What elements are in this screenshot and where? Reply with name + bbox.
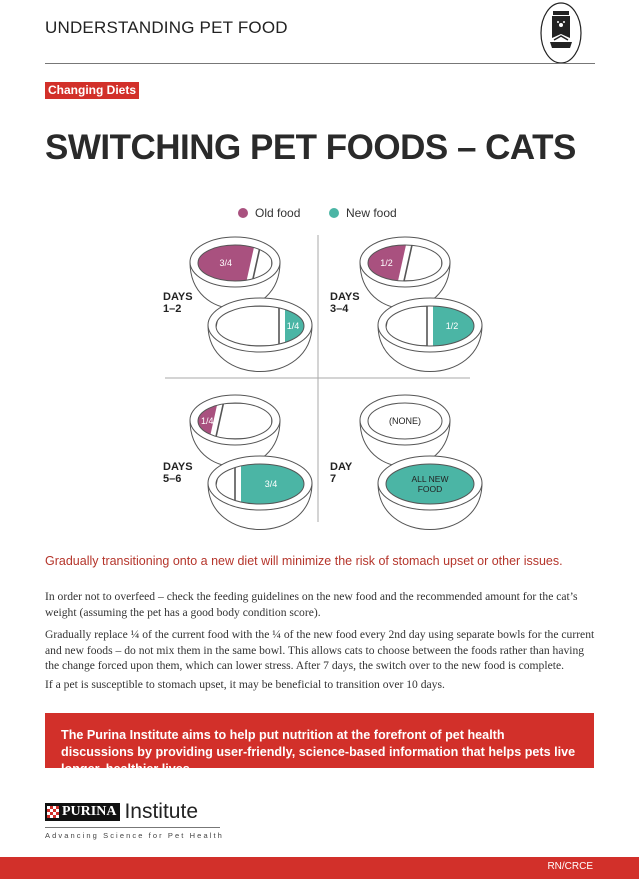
legend-swatch-new — [329, 208, 339, 218]
portion-label: 3/4 — [219, 258, 233, 268]
purina-institute-logo: PURINA Institute Advancing Science for Pet Health — [45, 800, 224, 840]
stage-label: DAY — [330, 461, 353, 473]
logo-tagline: Advancing Science for Pet Health — [45, 831, 224, 840]
stage-label: DAYS — [163, 291, 193, 303]
stage-label: DAYS — [330, 291, 360, 303]
portion-label: 1/4 — [200, 416, 214, 426]
intro-text: Gradually transitioning onto a new diet will minimize the risk of stomach upset or other issues. — [45, 554, 563, 568]
legend-swatch-old — [238, 208, 248, 218]
stage-label: 1–2 — [163, 303, 182, 315]
legend-label-old: Old food — [255, 206, 301, 220]
portion-label: (NONE) — [389, 416, 421, 426]
document-code: RN/CRCE — [547, 861, 593, 872]
portion-label: ALL NEW — [411, 474, 449, 484]
bowl — [378, 298, 482, 372]
stage-label: 3–4 — [330, 303, 349, 315]
checkerboard-icon — [47, 806, 59, 818]
bowl — [378, 456, 482, 530]
paragraph: In order not to overfeed – check the feeding guidelines on the new food and the recommended amount for the cat’s weight (assuming the pet has a good body condition score). — [45, 590, 578, 619]
header-title: UNDERSTANDING PET FOOD — [45, 18, 288, 37]
bowl — [208, 456, 312, 530]
paragraph: Gradually replace ¼ of the current food with the ¼ of the new food every 2nd day using separate bowls for the current and new foods – do not mix them in the same bowl. This allows cats to choose between the foods rather than having the change forced upon them, which can lower stress. After 7 days, the switch over to the new food is complete. — [45, 628, 595, 672]
portion-label: 3/4 — [264, 479, 278, 489]
bowl — [208, 298, 312, 372]
category-badge: Changing Diets — [45, 82, 139, 99]
portion-label: 1/4 — [286, 321, 300, 331]
portion-label: 1/2 — [380, 258, 393, 268]
portion-label: 1/2 — [445, 321, 459, 331]
footer-bar — [0, 857, 639, 879]
legend-label-new: New food — [346, 206, 397, 220]
mission-statement: The Purina Institute aims to help put nutrition at the forefront of pet health discussions by providing user-friendly, science-based information that helps pets live longer, healthier lives. — [45, 713, 594, 768]
portion-label: FOOD — [417, 484, 443, 494]
stage-label: 7 — [330, 473, 337, 485]
stage-label: 5–6 — [163, 473, 182, 485]
stage-label: DAYS — [163, 461, 193, 473]
page-title: SWITCHING PET FOODS – CATS — [45, 128, 576, 167]
paragraph: If a pet is susceptible to stomach upset, it may be beneficial to transition over 10 days. — [45, 678, 445, 691]
